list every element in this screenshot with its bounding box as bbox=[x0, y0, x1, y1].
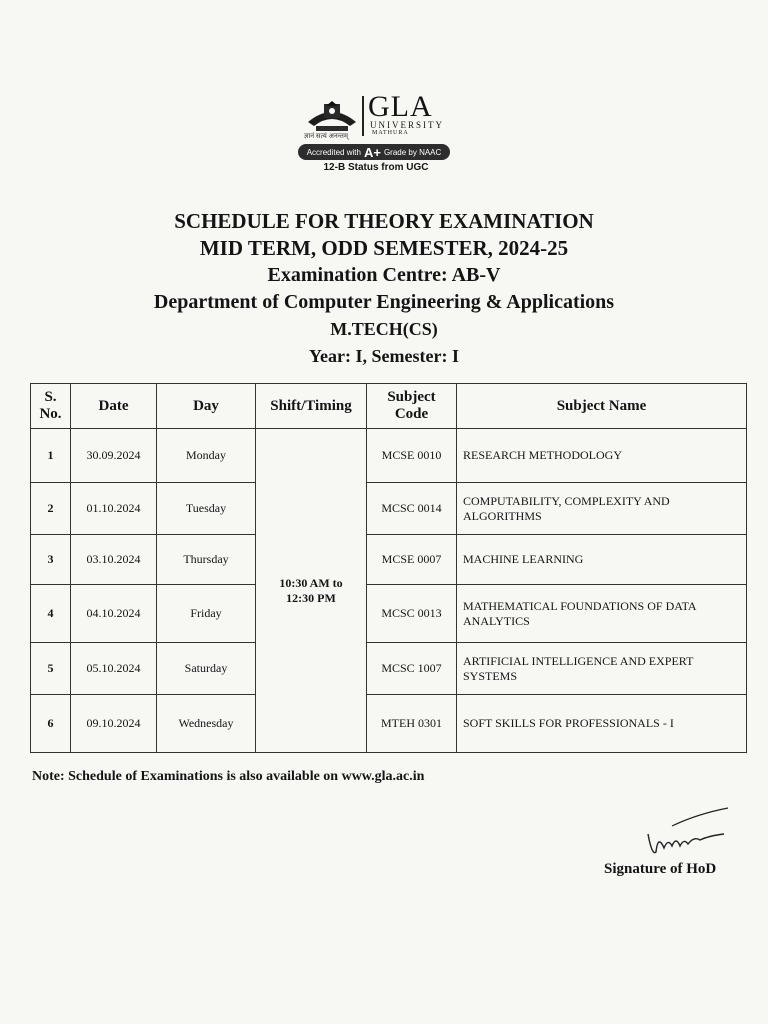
signature-label: Signature of HoD bbox=[604, 861, 717, 877]
row-subject-code: MCSC 0013 bbox=[367, 585, 457, 643]
row-date: 09.10.2024 bbox=[71, 695, 157, 753]
row-sno: 6 bbox=[31, 695, 71, 753]
header-date: Date bbox=[71, 384, 157, 429]
row-subject-name: ARTIFICIAL INTELLIGENCE AND EXPERT SYSTEMS bbox=[457, 643, 747, 695]
logo-divider bbox=[362, 96, 364, 136]
table-row bbox=[31, 429, 747, 483]
schedule-note: Note: Schedule of Examinations is also available on www.gla.ac.in bbox=[32, 769, 425, 784]
header-subject-name: Subject Name bbox=[457, 384, 747, 429]
shift-timing-line2: 12:30 PM bbox=[286, 590, 336, 605]
row-day: Thursday bbox=[157, 535, 256, 585]
university-name: GLA bbox=[368, 90, 433, 123]
row-date: 05.10.2024 bbox=[71, 643, 157, 695]
row-sno: 5 bbox=[31, 643, 71, 695]
naac-prefix: Accredited with bbox=[306, 147, 361, 157]
row-subject-code: MCSE 0007 bbox=[367, 535, 457, 585]
row-subject-name: RESEARCH METHODOLOGY bbox=[457, 429, 747, 483]
header-sno-line1: S. bbox=[44, 389, 57, 405]
row-subject-name: COMPUTABILITY, COMPLEXITY AND ALGORITHMS bbox=[457, 483, 747, 535]
hod-signature-icon bbox=[642, 804, 732, 862]
table-row bbox=[31, 643, 747, 695]
heading-year-semester: Year: I, Semester: I bbox=[309, 346, 459, 366]
table-row bbox=[31, 483, 747, 535]
header-shift: Shift/Timing bbox=[256, 384, 367, 429]
row-day: Friday bbox=[157, 585, 256, 643]
schedule-table bbox=[30, 383, 747, 753]
row-day: Saturday bbox=[157, 643, 256, 695]
table-header-row bbox=[31, 384, 747, 429]
row-subject-name: SOFT SKILLS FOR PROFESSIONALS - I bbox=[457, 695, 747, 753]
heading-centre: Examination Centre: AB-V bbox=[267, 264, 501, 286]
schedule-heading bbox=[0, 208, 768, 370]
header-code-line1: Subject bbox=[387, 389, 436, 405]
row-date: 30.09.2024 bbox=[71, 429, 157, 483]
university-subtitle: UNIVERSITY bbox=[370, 120, 444, 130]
row-subject-code: MCSE 0010 bbox=[367, 429, 457, 483]
row-subject-name: MATHEMATICAL FOUNDATIONS OF DATA ANALYTICS bbox=[457, 585, 747, 643]
row-day: Tuesday bbox=[157, 483, 256, 535]
row-sno: 3 bbox=[31, 535, 71, 585]
row-day: Wednesday bbox=[157, 695, 256, 753]
header-sno bbox=[31, 384, 71, 429]
university-city: MATHURA bbox=[372, 130, 409, 136]
shift-timing-cell bbox=[256, 429, 367, 753]
header-code-line2: Code bbox=[394, 406, 429, 422]
row-sno: 1 bbox=[31, 429, 71, 483]
row-day: Monday bbox=[157, 429, 256, 483]
header-subject-code bbox=[367, 384, 457, 429]
table-row bbox=[31, 695, 747, 753]
naac-suffix: Grade by NAAC bbox=[383, 147, 442, 157]
naac-grade: A+ bbox=[363, 144, 381, 160]
university-motto: ज्ञानं सत्यं अनन्तम् bbox=[304, 132, 349, 140]
row-sno: 4 bbox=[31, 585, 71, 643]
row-date: 01.10.2024 bbox=[71, 483, 157, 535]
heading-term: MID TERM, ODD SEMESTER, 2024-25 bbox=[199, 236, 569, 260]
shift-timing-line1: 10:30 AM to bbox=[279, 575, 343, 590]
heading-department: Department of Computer Engineering & Applications bbox=[153, 291, 615, 313]
header-sno-line2: No. bbox=[39, 406, 62, 422]
naac-accreditation-badge bbox=[298, 144, 450, 160]
row-date: 03.10.2024 bbox=[71, 535, 157, 585]
row-subject-code: MTEH 0301 bbox=[367, 695, 457, 753]
row-sno: 2 bbox=[31, 483, 71, 535]
row-date: 04.10.2024 bbox=[71, 585, 157, 643]
ugc-status: 12-B Status from UGC bbox=[323, 162, 429, 173]
row-subject-name: MACHINE LEARNING bbox=[457, 535, 747, 585]
header-day: Day bbox=[157, 384, 256, 429]
table-row bbox=[31, 535, 747, 585]
table-row bbox=[31, 585, 747, 643]
row-subject-code: MCSC 0014 bbox=[367, 483, 457, 535]
heading-title: SCHEDULE FOR THEORY EXAMINATION bbox=[174, 209, 594, 233]
row-subject-code: MCSC 1007 bbox=[367, 643, 457, 695]
university-logo bbox=[298, 92, 458, 182]
heading-program: M.TECH(CS) bbox=[330, 319, 438, 339]
